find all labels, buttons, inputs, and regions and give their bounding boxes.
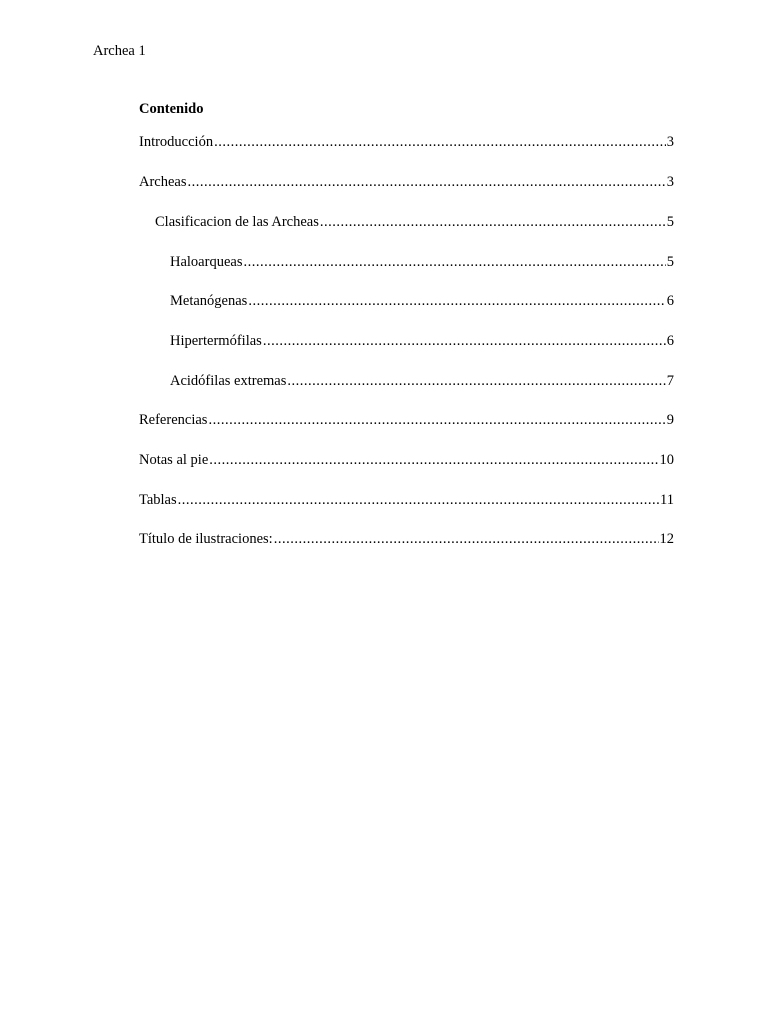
toc-entry-label: Haloarqueas [170, 254, 243, 270]
toc-entry-label: Tablas [139, 492, 177, 508]
toc-entry-introduccion[interactable] [139, 134, 674, 154]
toc-title: Contenido [139, 101, 204, 117]
toc-entry-label: Hipertermófilas [170, 333, 262, 349]
toc-entry-page: 11 [660, 492, 674, 508]
toc-entry-label: Notas al pie [139, 452, 209, 468]
dot-leader [287, 373, 665, 390]
toc-entry-clasificacion[interactable] [139, 214, 674, 234]
dot-leader [243, 254, 665, 271]
toc-entry-label: Título de ilustraciones: [139, 531, 273, 547]
toc-entry-notas-al-pie[interactable] [139, 452, 674, 472]
toc-entry-label: Introducción [139, 134, 214, 150]
running-head: Archea 1 [93, 43, 146, 59]
dot-leader [188, 174, 666, 191]
toc-entry-label: Metanógenas [170, 293, 248, 309]
toc-entry-page: 3 [666, 174, 674, 190]
toc-entry-label: Archeas [139, 174, 187, 190]
toc-entry-page: 5 [666, 254, 674, 270]
toc-entry-hipertermofilas[interactable] [139, 333, 674, 353]
toc-entry-acidofilas[interactable] [139, 373, 674, 393]
toc-entry-page: 10 [659, 452, 674, 468]
toc-entry-tablas[interactable] [139, 492, 674, 512]
dot-leader [248, 293, 665, 310]
toc-entry-referencias[interactable] [139, 412, 674, 432]
dot-leader [263, 333, 666, 350]
toc-entry-page: 6 [666, 293, 674, 309]
toc-entry-page: 6 [666, 333, 674, 349]
dot-leader [214, 134, 666, 151]
dot-leader [209, 452, 658, 469]
toc-entry-titulo-de-ilustraciones[interactable] [139, 531, 674, 551]
toc-entry-page: 3 [666, 134, 674, 150]
toc-entry-label: Clasificacion de las Archeas [155, 214, 319, 230]
dot-leader [178, 492, 659, 509]
toc-entry-page: 9 [666, 412, 674, 428]
toc-entry-page: 5 [666, 214, 674, 230]
dot-leader [274, 531, 659, 548]
toc-entry-page: 7 [666, 373, 674, 389]
toc-entry-archeas[interactable] [139, 174, 674, 194]
dot-leader [208, 412, 665, 429]
dot-leader [320, 214, 666, 231]
toc-entry-label: Referencias [139, 412, 208, 428]
toc-entry-metanogenas[interactable] [139, 293, 674, 313]
toc-entry-label: Acidófilas extremas [170, 373, 287, 389]
toc-entry-haloarqueas[interactable] [139, 254, 674, 274]
toc-entry-page: 12 [659, 531, 674, 547]
